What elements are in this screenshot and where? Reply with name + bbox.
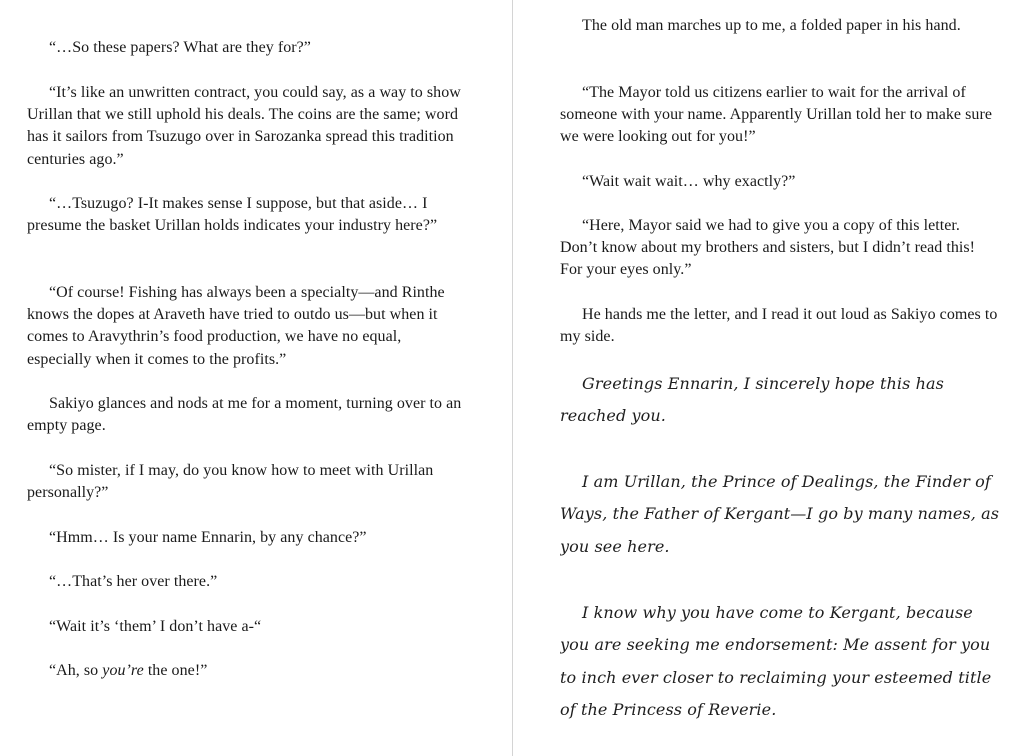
paragraph: “So mister, if I may, do you know how to meet with Urillan personally?” <box>27 462 434 502</box>
paragraph: He hands me the letter, and I read it out loud as Sakiyo comes to my side. <box>560 306 998 346</box>
paragraph: “…So these papers? What are they for?” <box>49 39 311 56</box>
paragraph: “…Tsuzugo? I-It makes sense I suppose, but that aside… I presume the basket Urillan holds indicates your industry here?” <box>27 195 438 235</box>
page-divider <box>512 0 513 756</box>
paragraph: “It’s like an unwritten contract, you could say, as a way to show Urillan that we still uphold his deals. The coins are the same; word has it sailors from Tsuzugo over in Sarozanka spread this tradition centuries ago.” <box>27 84 461 168</box>
paragraph: “Of course! Fishing has always been a specialty—and Rinthe knows the dopes at Araveth have tried to outdo us—but when it comes to Aravythrin’s food production, we have no equal, especially when it comes to the profits.” <box>27 284 445 368</box>
text-run: “Ah, so <box>49 662 103 679</box>
paragraph: The old man marches up to me, a folded paper in his hand. <box>582 17 961 34</box>
left-page[interactable] <box>27 0 467 756</box>
paragraph-with-emphasis <box>27 660 467 682</box>
emphasis-text: you’re <box>102 662 144 679</box>
paragraph: “Wait it’s ‘them’ I don’t have a-“ <box>49 618 262 635</box>
paragraph: “The Mayor told us citizens earlier to wait for the arrival of someone with your name. Apparently Urillan told her to make sure we were looking out for you!” <box>560 84 992 146</box>
paragraph: “…That’s her over there.” <box>49 573 218 590</box>
right-page[interactable] <box>560 0 1000 756</box>
paragraph: “Wait wait wait… why exactly?” <box>582 173 796 190</box>
letter-paragraph: Greetings Ennarin, I sincerely hope this has reached you. <box>560 374 944 426</box>
paragraph: Sakiyo glances and nods at me for a moment, turning over to an empty page. <box>27 395 462 435</box>
paragraph: “Here, Mayor said we had to give you a copy of this letter. Don’t know about my brothers and sisters, but I didn’t read this! For your eyes only.” <box>560 217 976 279</box>
letter-paragraph: I know why you have come to Kergant, because you are seeking me endorsement: Me assent for you to inch ever closer to reclaiming your esteemed title of the Princess of Reverie. <box>560 603 992 720</box>
paragraph: “Hmm… Is your name Ennarin, by any chance?” <box>49 529 367 546</box>
text-run: the one!” <box>143 662 208 679</box>
letter-paragraph: I am Urillan, the Prince of Dealings, the Finder of Ways, the Father of Kergant—I go by many names, as you see here. <box>560 472 1000 556</box>
